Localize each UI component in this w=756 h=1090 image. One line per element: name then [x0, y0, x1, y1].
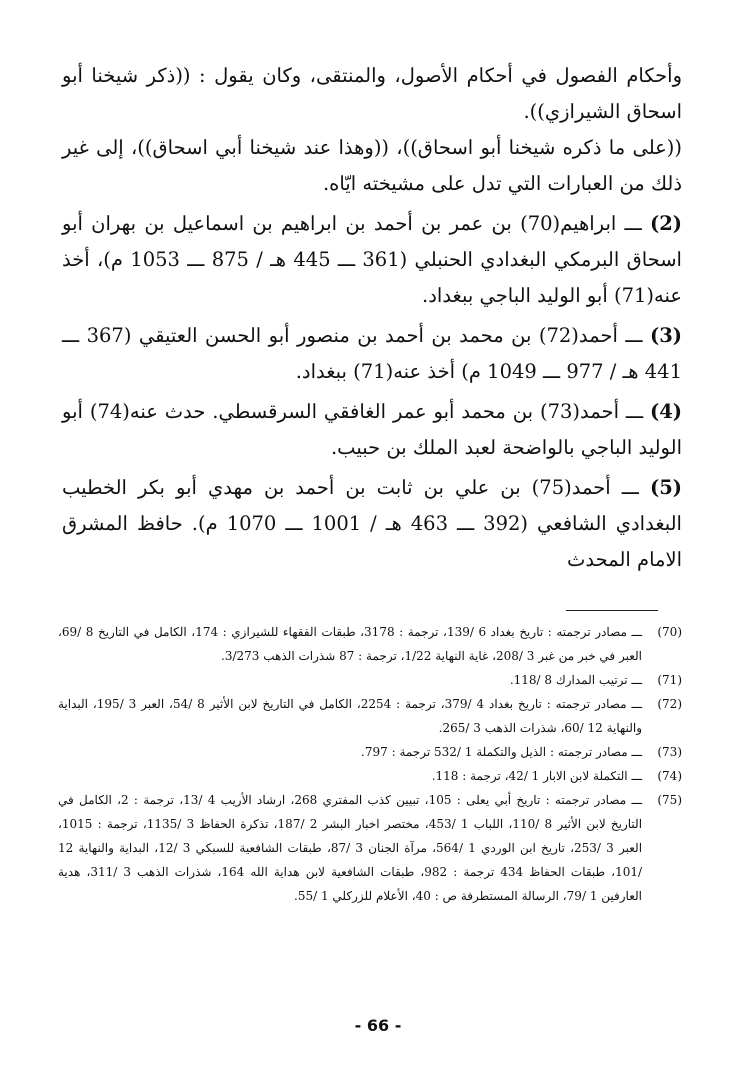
footnote-number: (75) [657, 793, 682, 807]
entry-text: ـــ أحمد(75) بن علي بن ثابت بن أحمد بن مهدي أبو بكر الخطيب البغدادي الشافعي (392 ـــ 463 هـ / 1001 ـــ 1070 م). حافظ المشرق الامام المحدث [62, 476, 682, 571]
footnote-number: (72) [657, 697, 682, 711]
biography-entry-4 [62, 394, 682, 466]
footnote-text: ـــ مصادر ترجمته : تاريخ بغداد 4 /379، ترجمة : 2254، الكامل في التاريخ لابن الأثير 8 /54، العبر 3 /195، البداية والنهاية 12 /60، شذرات الذهب 3 /265. [58, 697, 643, 735]
biography-entry-2 [62, 206, 682, 314]
footnote-separator [566, 610, 658, 611]
intro-paragraph-2: ((على ما ذكره شيخنا أبو اسحاق))، ((وهذا عند شيخنا أبي اسحاق))، إلى غير ذلك من العبارات التي تدل على مشيخته ايّاه. [62, 136, 682, 195]
footnote-number: (74) [657, 769, 682, 783]
biography-entry-5 [62, 470, 682, 578]
main-text [62, 58, 682, 578]
entry-number: (4) [649, 400, 682, 423]
entry-number: (3) [649, 324, 682, 347]
footnote-72 [58, 692, 682, 740]
footnote-text: ـــ ترتيب المدارك 8 /118. [509, 673, 642, 687]
footnote-number: (73) [657, 745, 682, 759]
footnote-73 [58, 740, 682, 764]
footnote-74 [58, 764, 682, 788]
page-number: - 66 - [354, 1016, 402, 1035]
footnote-number: (70) [657, 625, 682, 639]
footnote-text: ـــ التكملة لابن الابار 1 /42، ترجمة : 118. [431, 769, 642, 783]
footnote-text: ـــ مصادر ترجمته : الذيل والتكملة 1 /532 ترجمة : 797. [361, 745, 642, 759]
biography-entry-3 [62, 318, 682, 390]
entry-text: ـــ أحمد(72) بن محمد بن أحمد بن منصور أبو الحسن العتيقي (367 ـــ 441 هـ / 977 ـــ 1049 م) أخذ عنه(71) ببغداد. [62, 324, 682, 383]
entry-number: (5) [649, 476, 682, 499]
intro-paragraph-1: وأحكام الفصول في أحكام الأصول، والمنتقى، وكان يقول : ((ذكر شيخنا أبو اسحاق الشيرازي)). [62, 64, 682, 123]
entry-text: ـــ ابراهيم(70) بن عمر بن أحمد بن ابراهيم بن اسماعيل بن بهران أبو اسحاق البرمكي البغدادي الحنبلي (361 ـــ 445 هـ / 875 ـــ 1053 م)، أخذ عنه(71) أبو الوليد الباجي ببغداد. [62, 212, 682, 307]
footnote-71 [58, 668, 682, 692]
footnote-text: ـــ مصادر ترجمته : تاريخ بغداد 6 /139، ترجمة : 3178، طبقات الفقهاء للشيرازي : 174، الكامل في التاريخ 8 /69، العبر في خبر من غبر 3 /208، غاية النهاية 1/22، ترجمة : 87 شذرات الذهب 3/273. [58, 625, 643, 663]
footnote-text: ـــ مصادر ترجمته : تاريخ أبي يعلى : 105، تبيين كذب المفتري 268، ارشاد الأريب 4 /13، ترجمة : 2، الكامل في التاريخ لابن الأثير 8 /110، اللباب 1 /453، مختصر اخبار البشر 2 /187، تذكرة الحفاظ 3 /1135، ترجمة : 1015، العبر 3 /253، تاريخ ابن الوردي 1 /564، مرآة الجنان 3 /87، طبقات الشافعية للسبكي 3 /12، البداية والنهاية 12 /101، طبقات الحفاظ 434 ترجمة : 982، طبقات الشافعية لابن هداية الله 164، شذرات الذهب 3 /311، هدية العارفين 1 /79، الرسالة المستطرفة ص : 40، الأعلام للزركلي 1 /55. [58, 793, 643, 903]
footnote-70 [58, 620, 682, 668]
entry-number: (2) [649, 212, 682, 235]
entry-text: ـــ أحمد(73) بن محمد أبو عمر الغافقي السرقسطي. حدث عنه(74) أبو الوليد الباجي بالواضحة لعبد الملك بن حبيب. [62, 400, 682, 459]
footnote-75 [58, 788, 682, 908]
footnotes [58, 620, 682, 908]
footnote-number: (71) [657, 673, 682, 687]
